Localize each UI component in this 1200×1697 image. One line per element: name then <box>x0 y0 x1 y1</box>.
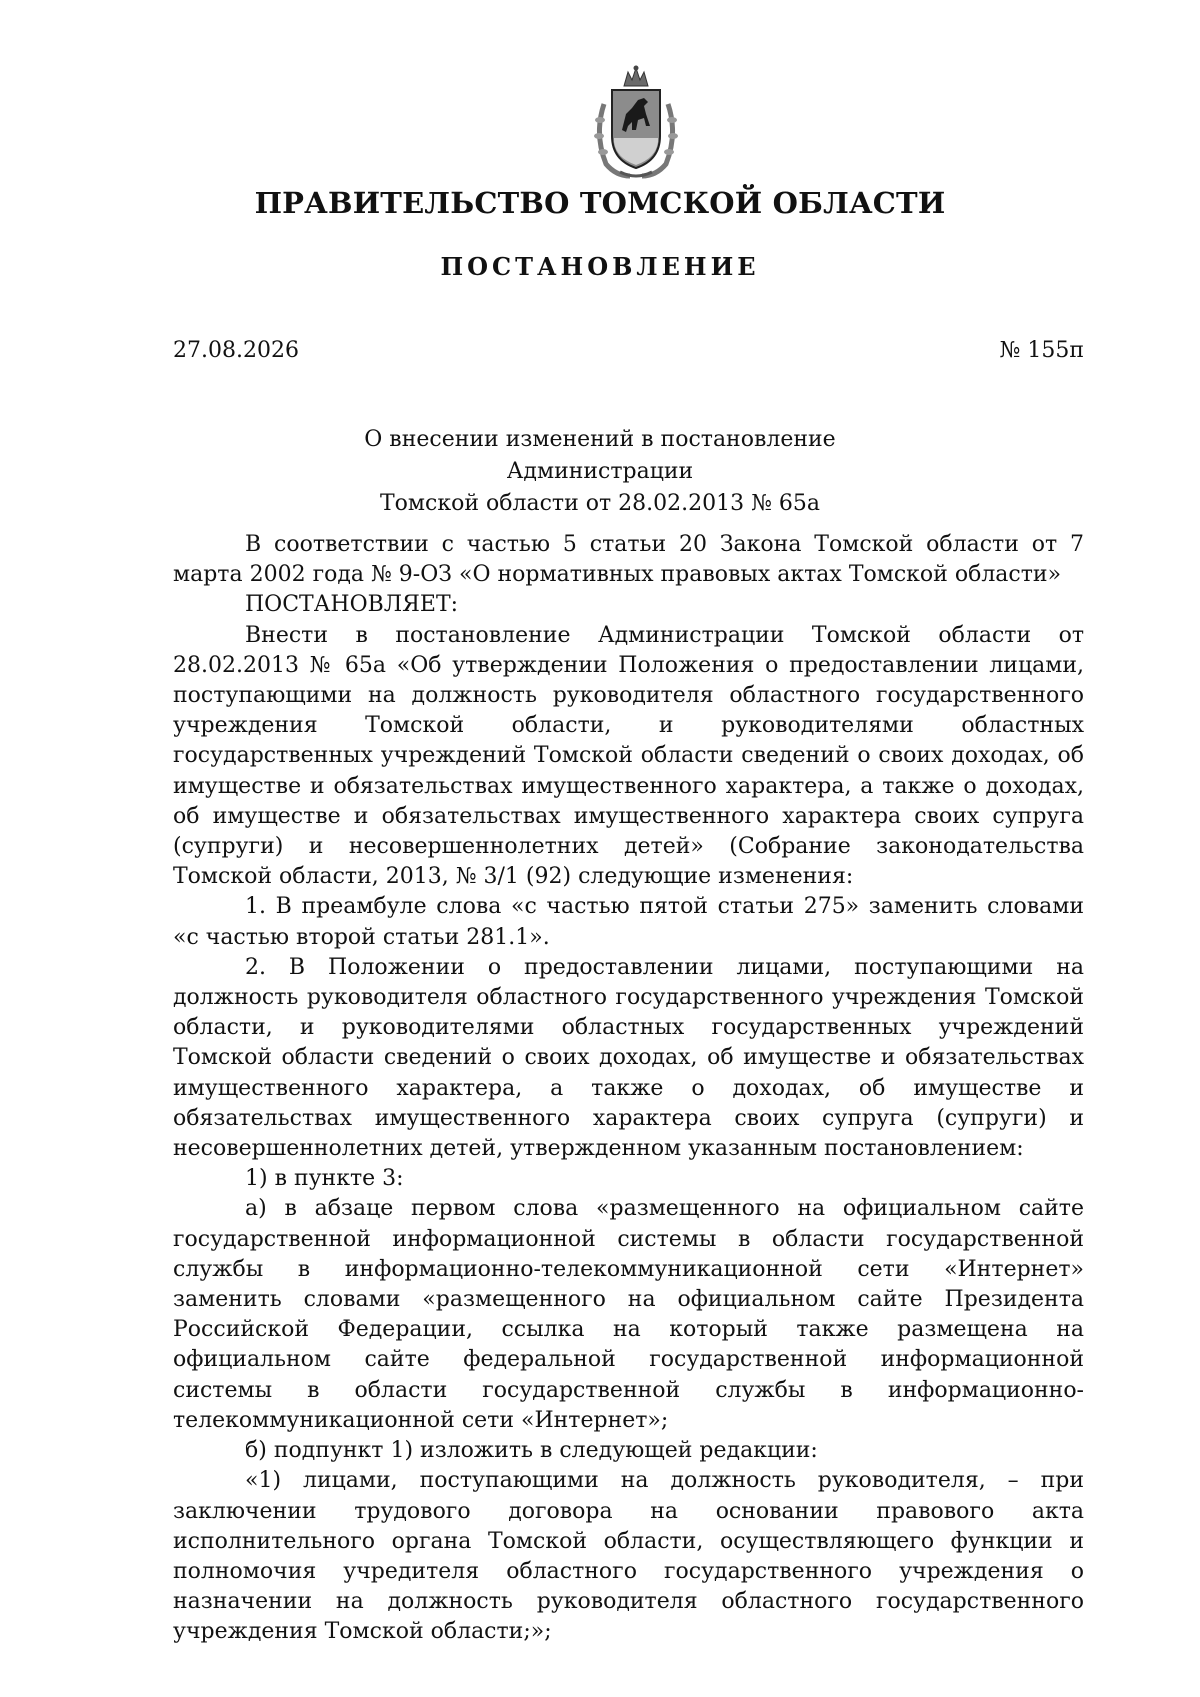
document-number: № 155п <box>999 338 1084 363</box>
paragraph-new-text: «1) лицами, поступающими на должность руководителя, – при заключении трудового договора на основании правового акта исполнительного органа Томской области, осуществляющего функции и полномочия учредителя областного государственного учреждения о назначении на должность руководителя областного государственного учреждения Томской области;»; <box>173 1468 1084 1645</box>
coat-of-arms-icon <box>590 64 682 182</box>
paragraph-resolves: ПОСТАНОВЛЯЕТ: <box>245 592 459 618</box>
document-subject <box>300 424 900 520</box>
document-date: 27.08.2026 <box>173 338 299 363</box>
paragraph-subitem-b: б) подпункт 1) изложить в следующей редакции: <box>245 1438 818 1464</box>
paragraph-amend-intro: Внести в постановление Администрации Томской области от 28.02.2013 № 65а «Об утверждении Положения о предоставлении лицами, поступающими на должность руководителя областного государственного учреждения Томской области, и руководителями областных государственных учреждений Томской области сведений о своих доходах, об имуществе и обязательствах имущественного характера, а также о доходах, об имуществе и обязательствах имущественного характера своих супруга (супруги) и несовершеннолетних детей» (Собрание законодательства Томской области, 2013, № 3/1 (92) следующие изменения: <box>173 622 1084 890</box>
subject-line-1: О внесении изменений в постановление Администрации <box>364 427 836 484</box>
paragraph-item-1: 1. В преамбуле слова «с частью пятой статьи 275» заменить словами «с частью второй статьи 281.1». <box>173 894 1084 950</box>
government-title: ПРАВИТЕЛЬСТВО ТОМСКОЙ ОБЛАСТИ <box>254 186 946 220</box>
paragraph-subitem-a: а) в абзаце первом слова «размещенного на официальном сайте государственной информационной системы в области государственной службы в информационно-телекоммуникационной сети «Интернет» заменить словами «размещенного на официальном сайте Президента Российской Федерации, ссылка на который также размещена на официальном сайте федеральной государственной информационной системы в области государственной службы в информационно-телекоммуникационной сети «Интернет»; <box>173 1196 1084 1433</box>
subject-line-2: Томской области от 28.02.2013 № 65а <box>379 491 821 516</box>
paragraph-subitem-1: 1) в пункте 3: <box>245 1166 404 1192</box>
paragraph-preamble: В соответствии с частью 5 статьи 20 Закона Томской области от 7 марта 2002 года № 9-ОЗ «О нормативных правовых актах Томской области» <box>173 532 1084 588</box>
document-type: ПОСТАНОВЛЕНИЕ <box>440 252 760 281</box>
document-body <box>173 530 1084 1648</box>
paragraph-item-2: 2. В Положении о предоставлении лицами, поступающими на должность руководителя областного государственного учреждения Томской области, и руководителями областных государственных учреждений Томской области сведений о своих доходах, об имуществе и обязательствах имущественного характера, а также о доходах, об имуществе и обязательствах имущественного характера своих супруга (супруги) и несовершеннолетних детей, утвержденном указанным постановлением: <box>173 954 1084 1162</box>
